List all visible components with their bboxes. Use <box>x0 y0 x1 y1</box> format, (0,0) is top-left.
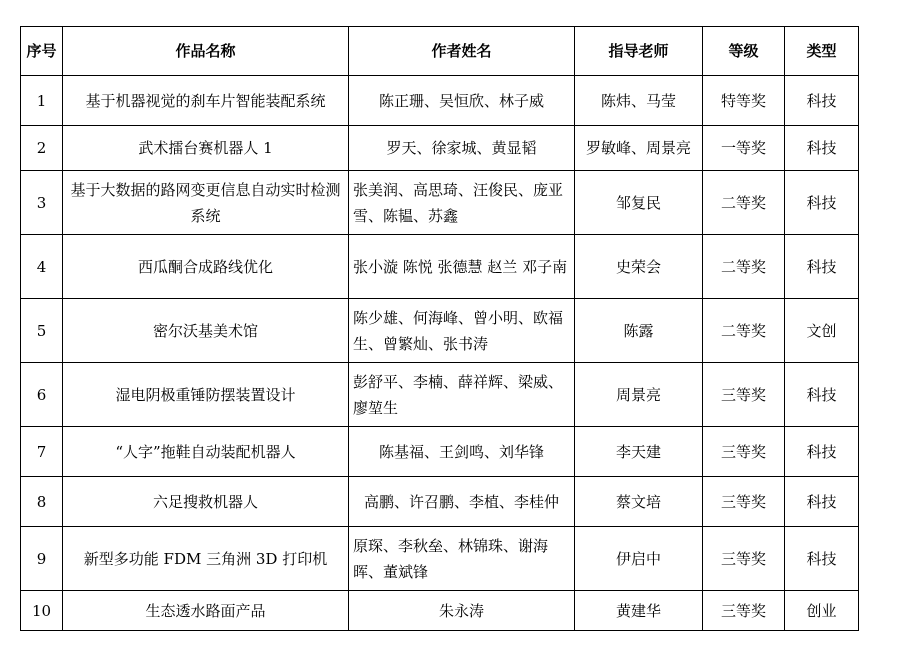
cell-index: 4 <box>21 235 63 299</box>
header-level: 等级 <box>703 27 785 76</box>
cell-work-name: 湿电阴极重锤防摆装置设计 <box>63 363 349 427</box>
cell-index: 6 <box>21 363 63 427</box>
table-row <box>21 76 859 126</box>
cell-authors: 原琛、李秋垒、林锦珠、谢海晖、董斌锋 <box>349 527 575 591</box>
table-row <box>21 235 859 299</box>
table-row <box>21 527 859 591</box>
cell-index: 10 <box>21 591 63 631</box>
table-row <box>21 363 859 427</box>
cell-level: 二等奖 <box>703 299 785 363</box>
cell-advisor: 伊启中 <box>575 527 703 591</box>
cell-advisor: 邹复民 <box>575 171 703 235</box>
cell-type: 文创 <box>785 299 859 363</box>
cell-work-name: “人字”拖鞋自动装配机器人 <box>63 427 349 477</box>
cell-advisor: 史荣会 <box>575 235 703 299</box>
cell-authors: 高鹏、许召鹏、李植、李桂仲 <box>349 477 575 527</box>
cell-authors: 张美润、高思琦、汪俊民、庞亚雪、陈韫、苏鑫 <box>349 171 575 235</box>
cell-work-name: 生态透水路面产品 <box>63 591 349 631</box>
cell-level: 三等奖 <box>703 363 785 427</box>
cell-authors: 朱永涛 <box>349 591 575 631</box>
cell-authors: 陈基福、王剑鸣、刘华锋 <box>349 427 575 477</box>
header-index: 序号 <box>21 27 63 76</box>
header-advisor: 指导老师 <box>575 27 703 76</box>
table-row <box>21 299 859 363</box>
cell-index: 2 <box>21 126 63 171</box>
cell-authors: 罗天、徐家城、黄显韬 <box>349 126 575 171</box>
awards-table <box>20 26 859 631</box>
cell-level: 二等奖 <box>703 171 785 235</box>
cell-type: 科技 <box>785 171 859 235</box>
cell-index: 8 <box>21 477 63 527</box>
cell-type: 科技 <box>785 235 859 299</box>
cell-level: 三等奖 <box>703 427 785 477</box>
header-type: 类型 <box>785 27 859 76</box>
header-authors: 作者姓名 <box>349 27 575 76</box>
cell-index: 9 <box>21 527 63 591</box>
cell-authors: 彭舒平、李楠、薛祥辉、梁威、廖堃生 <box>349 363 575 427</box>
cell-index: 7 <box>21 427 63 477</box>
cell-type: 科技 <box>785 126 859 171</box>
cell-type: 科技 <box>785 477 859 527</box>
cell-authors: 陈正珊、吴恒欣、林子威 <box>349 76 575 126</box>
cell-advisor: 蔡文培 <box>575 477 703 527</box>
cell-authors: 陈少雄、何海峰、曾小明、欧福生、曾繁灿、张书涛 <box>349 299 575 363</box>
cell-level: 三等奖 <box>703 477 785 527</box>
cell-index: 5 <box>21 299 63 363</box>
cell-advisor: 陈露 <box>575 299 703 363</box>
cell-advisor: 李天建 <box>575 427 703 477</box>
table-row <box>21 477 859 527</box>
cell-type: 科技 <box>785 527 859 591</box>
cell-type: 科技 <box>785 363 859 427</box>
cell-work-name: 密尔沃基美术馆 <box>63 299 349 363</box>
cell-work-name: 武术擂台赛机器人 1 <box>63 126 349 171</box>
table-row <box>21 591 859 631</box>
cell-work-name: 基于大数据的路网变更信息自动实时检测系统 <box>63 171 349 235</box>
cell-work-name: 六足搜救机器人 <box>63 477 349 527</box>
cell-advisor: 黄建华 <box>575 591 703 631</box>
cell-work-name: 西瓜酮合成路线优化 <box>63 235 349 299</box>
cell-advisor: 罗敏峰、周景亮 <box>575 126 703 171</box>
table-row <box>21 427 859 477</box>
cell-level: 特等奖 <box>703 76 785 126</box>
cell-level: 三等奖 <box>703 527 785 591</box>
cell-work-name: 基于机器视觉的刹车片智能装配系统 <box>63 76 349 126</box>
cell-advisor: 周景亮 <box>575 363 703 427</box>
cell-index: 3 <box>21 171 63 235</box>
cell-type: 科技 <box>785 76 859 126</box>
cell-index: 1 <box>21 76 63 126</box>
table-header-row <box>21 27 859 76</box>
cell-type: 创业 <box>785 591 859 631</box>
awards-table-container <box>20 26 859 631</box>
table-row <box>21 171 859 235</box>
cell-level: 二等奖 <box>703 235 785 299</box>
cell-level: 三等奖 <box>703 591 785 631</box>
cell-level: 一等奖 <box>703 126 785 171</box>
table-row <box>21 126 859 171</box>
cell-type: 科技 <box>785 427 859 477</box>
cell-authors: 张小漩 陈悦 张德慧 赵兰 邓子南 <box>349 235 575 299</box>
cell-advisor: 陈炜、马莹 <box>575 76 703 126</box>
cell-work-name: 新型多功能 FDM 三角洲 3D 打印机 <box>63 527 349 591</box>
header-work-name: 作品名称 <box>63 27 349 76</box>
